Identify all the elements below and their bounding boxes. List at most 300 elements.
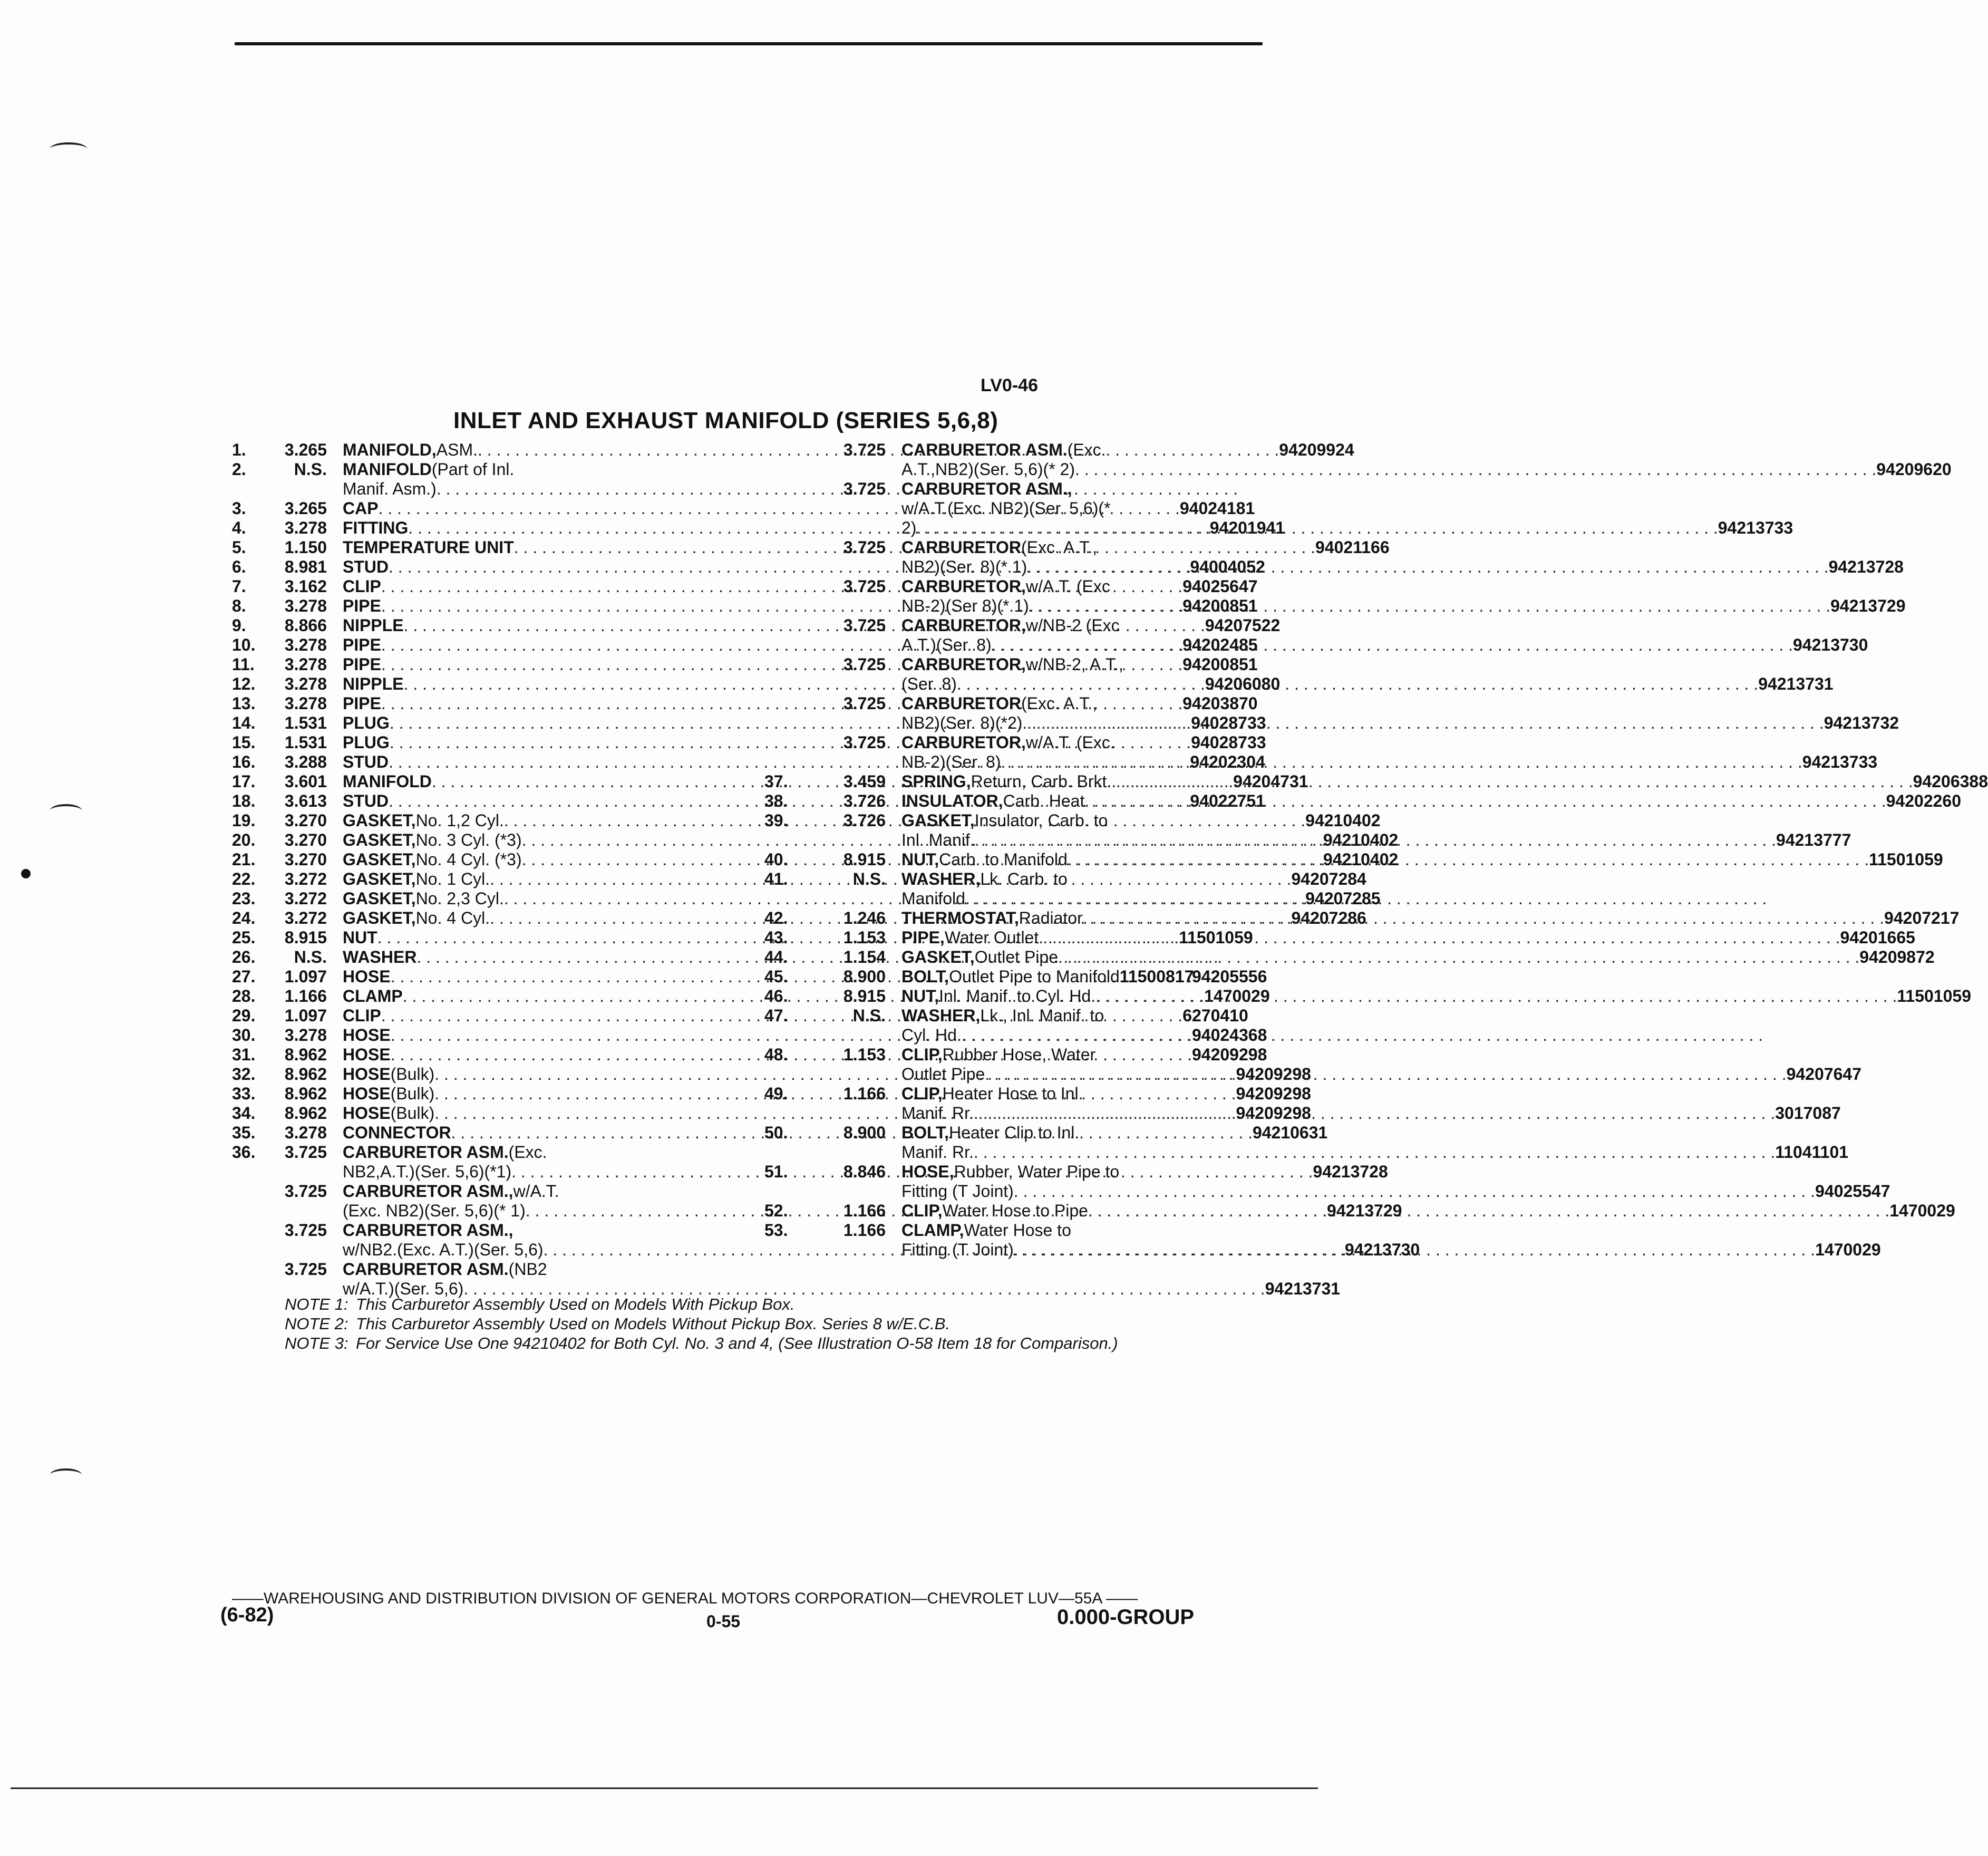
description-line xyxy=(901,772,1988,791)
part-entry xyxy=(764,967,1265,987)
part-number: 94210402 xyxy=(1323,830,1399,849)
dot-leader xyxy=(957,674,1758,694)
group-number: 8.846 xyxy=(843,1162,886,1181)
part-entry xyxy=(764,869,1265,908)
group-number: 8.900 xyxy=(843,967,886,986)
footer-page-number: 0-55 xyxy=(706,1612,741,1631)
group-number: 3.278 xyxy=(284,694,327,713)
description-line xyxy=(901,616,1868,635)
description-line xyxy=(901,967,1265,987)
scan-mark xyxy=(50,1468,82,1481)
part-number: 11501059 xyxy=(1179,928,1253,947)
note-text: This Carburetor Assembly Used on Models With Pickup Box. xyxy=(356,1295,795,1313)
part-number: 11500817 xyxy=(1119,967,1194,986)
group-number: 3.288 xyxy=(284,752,327,771)
part-qualifier: (Exc. A.T., xyxy=(1021,694,1097,713)
part-entry xyxy=(764,655,1834,694)
part-description xyxy=(901,1201,1955,1221)
part-qualifier: Manif. Asm.) xyxy=(343,479,437,498)
part-name: GASKET, xyxy=(901,948,975,966)
group-number: 3.725 xyxy=(843,694,886,713)
part-number: 11501059 xyxy=(1897,987,1971,1006)
part-entry xyxy=(764,694,1899,733)
group-number: 1.166 xyxy=(843,1201,886,1220)
part-qualifier: (Exc. xyxy=(1067,440,1106,459)
group-number: N.S. xyxy=(294,948,327,966)
part-description xyxy=(901,1045,1861,1084)
part-name: PIPE, xyxy=(901,928,945,947)
part-number: 11501059 xyxy=(1869,850,1943,869)
part-name: HOSE xyxy=(343,1084,391,1103)
page-id: LV0-46 xyxy=(981,375,1038,395)
item-number: 14. xyxy=(232,713,256,732)
description-line xyxy=(901,791,1961,811)
part-number: 3017087 xyxy=(1775,1104,1841,1123)
part-description xyxy=(901,948,1935,967)
group-number: 8.900 xyxy=(843,1123,886,1142)
item-number: 51. xyxy=(764,1162,788,1181)
part-name: CARBURETOR ASM. xyxy=(343,1260,509,1279)
part-name: PLUG xyxy=(343,733,390,752)
part-name: CAP xyxy=(343,499,379,518)
part-number: 94210631 xyxy=(1252,1123,1328,1142)
description-line xyxy=(901,987,1971,1006)
group-number: 8.866 xyxy=(284,616,327,635)
description-line xyxy=(901,1104,1841,1123)
group-number: 1.097 xyxy=(284,967,327,986)
part-name: MANIFOLD xyxy=(343,460,432,479)
group-number: 3.725 xyxy=(843,655,886,674)
part-qualifier: w/NB-2, A.T., xyxy=(1025,655,1123,674)
item-number: 28. xyxy=(232,987,256,1006)
part-name: INSULATOR, xyxy=(901,791,1003,810)
item-number: 23. xyxy=(232,889,256,908)
part-description xyxy=(901,850,1943,869)
description-line xyxy=(901,596,1905,616)
group-number: 1.153 xyxy=(843,1045,886,1064)
group-number: 3.278 xyxy=(284,635,327,654)
group-number: 1.150 xyxy=(284,538,327,557)
part-number: 94213730 xyxy=(1793,635,1868,654)
part-qualifier: (Bulk) xyxy=(390,1084,435,1103)
bottom-rule xyxy=(11,1787,1318,1789)
item-number: 49. xyxy=(764,1084,788,1103)
description-line xyxy=(901,1143,1848,1162)
part-qualifier: w/A.T.)(Ser. 5,6) xyxy=(343,1279,464,1298)
item-number: 2. xyxy=(232,460,246,479)
part-qualifier: No. 4 Cyl. xyxy=(415,908,490,927)
item-number: 36. xyxy=(232,1143,256,1162)
part-number: 94207284 xyxy=(1291,869,1366,888)
dot-leader xyxy=(1083,908,1884,928)
dot-leader xyxy=(1022,713,1824,733)
group-number: 3.725 xyxy=(843,733,886,752)
part-name: NUT, xyxy=(901,987,939,1006)
part-qualifier: Lk., Inl. Manif. to xyxy=(980,1006,1104,1025)
part-qualifier: Rubber Hose, Water xyxy=(942,1045,1096,1064)
part-qualifier: w/A.T. (Exc. xyxy=(1025,733,1115,752)
part-name: PLUG xyxy=(343,713,390,732)
part-entry xyxy=(764,733,1878,772)
note-row xyxy=(285,1294,1118,1314)
part-number: 94028733 xyxy=(1191,733,1266,752)
group-number: 3.725 xyxy=(284,1143,327,1162)
part-name: WASHER, xyxy=(901,869,981,888)
description-line xyxy=(901,1221,1881,1240)
part-number: 94209924 xyxy=(1279,440,1354,459)
part-name: CLIP, xyxy=(901,1084,943,1103)
item-number: 26. xyxy=(232,948,256,966)
part-qualifier: No. 2,3 Cyl. xyxy=(415,889,504,908)
description-line xyxy=(901,499,1793,518)
description-line xyxy=(901,713,1899,733)
item-number: 46. xyxy=(764,987,788,1006)
group-number: 3.613 xyxy=(284,791,327,810)
group-number: 8.915 xyxy=(843,987,886,1006)
part-name: MANIFOLD xyxy=(343,772,432,791)
note-label: NOTE 3: xyxy=(285,1334,348,1352)
group-number: N.S. xyxy=(852,1006,886,1025)
description-line xyxy=(901,811,1851,830)
group-number: 8.981 xyxy=(284,557,327,576)
part-name: GASKET, xyxy=(343,850,416,869)
item-number: 39. xyxy=(764,811,788,830)
group-number: N.S. xyxy=(294,460,327,479)
part-qualifier: w/A.T. (Exc xyxy=(1025,577,1110,596)
description-line xyxy=(901,1201,1955,1221)
group-number: 1.154 xyxy=(843,948,886,966)
part-qualifier: NB-2)(Ser. 8) xyxy=(901,752,1001,771)
item-number: 3. xyxy=(232,499,246,518)
item-number: 30. xyxy=(232,1026,256,1045)
item-number: 41. xyxy=(764,869,788,888)
part-qualifier: A.T.)(Ser. 8) xyxy=(901,635,992,654)
part-description xyxy=(901,1162,1890,1201)
part-number: 1470029 xyxy=(1204,987,1270,1006)
part-qualifier: Radiator xyxy=(1019,908,1083,927)
part-name: NIPPLE xyxy=(343,616,404,635)
part-name: BOLT, xyxy=(901,1123,949,1142)
part-number: 94207217 xyxy=(1884,908,1960,927)
description-line xyxy=(901,869,1767,889)
part-description xyxy=(901,987,1971,1006)
part-qualifier: Manifold xyxy=(901,889,965,908)
item-number: 35. xyxy=(232,1123,256,1142)
group-number: 3.278 xyxy=(284,596,327,615)
dot-leader xyxy=(974,1143,1775,1162)
part-qualifier: (Ser. 8) xyxy=(901,674,957,693)
part-qualifier: w/A.T.(Exc. NB2)(Ser. 5,6)(* xyxy=(901,499,1111,518)
part-qualifier: No. 1 Cyl. xyxy=(415,869,490,888)
dot-leader xyxy=(1029,596,1830,616)
part-name: NUT, xyxy=(901,850,939,869)
dot-leader xyxy=(1111,772,1913,791)
part-qualifier: Carb. Heat xyxy=(1003,791,1085,810)
part-qualifier: Outlet Pipe xyxy=(974,948,1058,966)
dot-leader xyxy=(965,889,1767,908)
group-number: 8.962 xyxy=(284,1045,327,1064)
part-entry xyxy=(764,928,1915,948)
part-name: CARBURETOR ASM. xyxy=(901,440,1068,459)
part-entry xyxy=(764,1006,1265,1045)
part-description xyxy=(901,577,1905,616)
group-number: 3.726 xyxy=(843,791,886,810)
description-line xyxy=(343,1260,1340,1279)
item-number: 43. xyxy=(764,928,788,947)
description-line xyxy=(901,733,1877,752)
group-number: 3.278 xyxy=(284,1026,327,1045)
part-name: CARBURETOR, xyxy=(901,577,1026,596)
group-number: 1.166 xyxy=(843,1084,886,1103)
part-description xyxy=(901,655,1834,694)
dot-leader xyxy=(1084,791,1886,811)
part-number: 94025547 xyxy=(1815,1182,1890,1201)
scan-mark xyxy=(50,804,82,817)
part-number: 94024181 xyxy=(1179,499,1255,518)
part-name: STUD xyxy=(343,557,389,576)
part-name: PIPE xyxy=(343,694,381,713)
dot-leader xyxy=(992,635,1793,655)
part-name: CLIP xyxy=(343,1006,381,1025)
description-line xyxy=(901,674,1834,694)
group-number: 1.097 xyxy=(284,1006,327,1025)
description-line xyxy=(901,1084,1841,1104)
part-qualifier: Insulator, Carb. to xyxy=(974,811,1108,830)
dot-leader xyxy=(1001,752,1802,772)
item-number: 9. xyxy=(232,616,246,635)
item-number: 25. xyxy=(232,928,256,947)
part-name: CARBURETOR, xyxy=(901,655,1026,674)
part-description xyxy=(901,1221,1881,1260)
item-number: 24. xyxy=(232,908,256,927)
item-number: 19. xyxy=(232,811,256,830)
notes xyxy=(285,1294,1118,1353)
scan-mark xyxy=(50,142,87,155)
item-number: 27. xyxy=(232,967,256,986)
description-line xyxy=(901,850,1943,869)
part-description xyxy=(901,440,1952,479)
part-name: NIPPLE xyxy=(343,674,404,693)
group-number: 3.725 xyxy=(843,577,886,596)
part-number: 94209298 xyxy=(1236,1104,1311,1123)
part-qualifier: (Part of Inl. xyxy=(431,460,515,479)
description-line xyxy=(901,1182,1890,1201)
part-qualifier: (Bulk) xyxy=(390,1065,435,1084)
group-number: 1.531 xyxy=(284,733,327,752)
part-qualifier: Return, Carb. Brkt. xyxy=(971,772,1112,791)
part-name: CLAMP xyxy=(343,987,403,1006)
description-line xyxy=(901,1026,1763,1045)
part-number: 94022751 xyxy=(1190,791,1265,810)
group-number: 3.725 xyxy=(843,479,886,498)
part-name: BOLT, xyxy=(901,967,949,986)
part-entry xyxy=(764,948,1935,967)
part-qualifier: (NB2 xyxy=(508,1260,547,1279)
part-name: GASKET, xyxy=(343,830,416,849)
part-number: 94202260 xyxy=(1886,791,1961,810)
part-qualifier: (Exc. xyxy=(508,1143,547,1162)
item-number: 34. xyxy=(232,1104,256,1123)
item-number: 50. xyxy=(764,1123,788,1142)
part-entry xyxy=(764,616,1868,655)
description-line xyxy=(901,557,1904,577)
description-line xyxy=(901,1240,1881,1260)
part-number: 94210402 xyxy=(1323,850,1399,869)
part-number: 94028733 xyxy=(1191,713,1266,732)
item-number: 17. xyxy=(232,772,256,791)
part-qualifier: Water Outlet xyxy=(944,928,1039,947)
part-qualifier: Inl. Manif. to Cyl. Hd. xyxy=(939,987,1096,1006)
group-number: 3.265 xyxy=(284,499,327,518)
description-line xyxy=(901,655,1834,674)
part-name: HOSE xyxy=(343,1045,391,1064)
part-name: PIPE xyxy=(343,635,381,654)
part-name: STUD xyxy=(343,791,389,810)
group-number: 8.915 xyxy=(843,850,886,869)
group-number: 8.915 xyxy=(284,928,327,947)
dot-leader xyxy=(1088,1201,1889,1221)
group-number: 3.725 xyxy=(843,440,886,459)
group-number: 8.962 xyxy=(284,1065,327,1084)
part-name: CLIP, xyxy=(901,1045,943,1064)
part-description xyxy=(901,772,1988,791)
part-number: 94207522 xyxy=(1205,616,1281,635)
part-number: 94213733 xyxy=(1718,518,1793,537)
part-number: 94213728 xyxy=(1313,1162,1388,1181)
part-number: 94201941 xyxy=(1209,518,1285,537)
group-number: 1.166 xyxy=(284,987,327,1006)
part-qualifier: w/A.T. xyxy=(513,1182,559,1201)
item-number: 18. xyxy=(232,791,256,810)
part-entry xyxy=(764,577,1906,616)
part-qualifier: (Exc. NB2)(Ser. 5,6)(* 1) xyxy=(343,1201,526,1220)
part-number: 94209872 xyxy=(1859,948,1935,966)
part-description xyxy=(901,1084,1841,1123)
item-number: 47. xyxy=(764,1006,788,1025)
part-qualifier: Heater Clip to Inl. xyxy=(949,1123,1080,1142)
note-row xyxy=(285,1333,1118,1353)
part-number: 94213731 xyxy=(1265,1279,1341,1298)
description-line xyxy=(901,479,1793,499)
item-number: 15. xyxy=(232,733,256,752)
part-name: HOSE xyxy=(343,1065,391,1084)
group-number: 3.601 xyxy=(284,772,327,791)
group-number: 8.962 xyxy=(284,1104,327,1123)
item-number: 5. xyxy=(232,538,246,557)
part-number: 94202304 xyxy=(1190,752,1265,771)
part-qualifier: w/NB2.(Exc. A.T.)(Ser. 5,6) xyxy=(343,1240,544,1259)
part-qualifier: No. 4 Cyl. (*3) xyxy=(415,850,522,869)
group-number: 3.278 xyxy=(284,1123,327,1142)
part-description xyxy=(901,479,1793,538)
item-number: 4. xyxy=(232,518,246,537)
part-name: CARBURETOR, xyxy=(901,616,1026,635)
part-description xyxy=(901,1123,1848,1162)
part-qualifier: (Bulk) xyxy=(390,1104,435,1123)
punch-hole-dot xyxy=(21,869,31,878)
part-number: 94209620 xyxy=(1876,460,1952,479)
part-qualifier: ASM. xyxy=(436,440,478,459)
part-qualifier: Cyl. Hd. xyxy=(901,1026,962,1045)
part-qualifier: Fitting (T Joint) xyxy=(901,1240,1014,1259)
dot-leader xyxy=(974,1104,1775,1123)
description-line xyxy=(901,889,1767,908)
dot-leader xyxy=(1014,1240,1815,1260)
part-number: 94204731 xyxy=(1233,772,1308,791)
description-line xyxy=(901,948,1935,967)
part-number: 94213732 xyxy=(1824,713,1899,732)
group-number: 3.278 xyxy=(284,518,327,537)
group-number: 1.153 xyxy=(843,928,886,947)
part-number: 94213729 xyxy=(1830,596,1906,615)
part-name: THERMOSTAT, xyxy=(901,908,1019,927)
footer-publisher: ——WAREHOUSING AND DISTRIBUTION DIVISION OF GENERAL MOTORS CORPORATION—CHEVROLET LUV—55A —— xyxy=(232,1590,1138,1607)
part-description xyxy=(901,811,1851,850)
part-description xyxy=(901,733,1877,772)
part-description xyxy=(901,869,1767,908)
part-name: MANIFOLD, xyxy=(343,440,437,459)
part-name: HOSE xyxy=(343,1026,391,1045)
part-number: 1470029 xyxy=(1815,1240,1881,1259)
part-entry xyxy=(764,791,1961,811)
part-number: 94206080 xyxy=(1205,674,1281,693)
part-name: CLIP, xyxy=(901,1201,943,1220)
dot-leader xyxy=(1058,948,1859,967)
page-title: INLET AND EXHAUST MANIFOLD (SERIES 5,6,8) xyxy=(453,408,998,433)
group-number: 3.278 xyxy=(284,674,327,693)
item-number: 10. xyxy=(232,635,256,654)
part-name: WASHER, xyxy=(901,1006,981,1025)
item-number: 37. xyxy=(764,772,788,791)
part-qualifier: Outlet Pipe xyxy=(901,1065,985,1084)
group-number: 3.725 xyxy=(843,538,886,557)
item-number: 33. xyxy=(232,1084,256,1103)
part-name: CLIP xyxy=(343,577,381,596)
item-number: 20. xyxy=(232,830,256,849)
part-number: 94213728 xyxy=(1828,557,1904,576)
part-number: 94209298 xyxy=(1191,1045,1267,1064)
dot-leader xyxy=(1027,557,1828,577)
part-name: HOSE xyxy=(343,1104,391,1123)
item-number: 38. xyxy=(764,791,788,810)
part-name: FITTING xyxy=(343,518,409,537)
part-name: HOSE, xyxy=(901,1162,954,1181)
part-name: HOSE xyxy=(343,967,391,986)
part-number: 94213777 xyxy=(1776,830,1851,849)
part-number: 94213731 xyxy=(1758,674,1834,693)
part-qualifier: Lk. Carb. to xyxy=(980,869,1068,888)
part-name: CARBURETOR ASM., xyxy=(901,479,1072,498)
item-number: 31. xyxy=(232,1045,256,1064)
item-number: 7. xyxy=(232,577,246,596)
part-entry xyxy=(232,460,738,499)
part-number: 94200851 xyxy=(1182,596,1258,615)
part-entry xyxy=(764,479,1793,538)
part-qualifier: Heater Hose to Inl. xyxy=(942,1084,1083,1103)
description-line xyxy=(901,752,1877,772)
part-name: NUT xyxy=(343,928,377,947)
footer-date: (6-82) xyxy=(220,1604,274,1626)
dot-leader xyxy=(985,1065,1786,1084)
group-number: 3.725 xyxy=(284,1221,327,1240)
dot-leader xyxy=(1068,850,1869,869)
description-line xyxy=(901,1162,1890,1182)
group-number: 3.270 xyxy=(284,811,327,830)
item-number: 32. xyxy=(232,1065,256,1084)
part-entry xyxy=(232,518,1285,538)
part-name: PIPE xyxy=(343,655,381,674)
group-number: 3.278 xyxy=(284,655,327,674)
